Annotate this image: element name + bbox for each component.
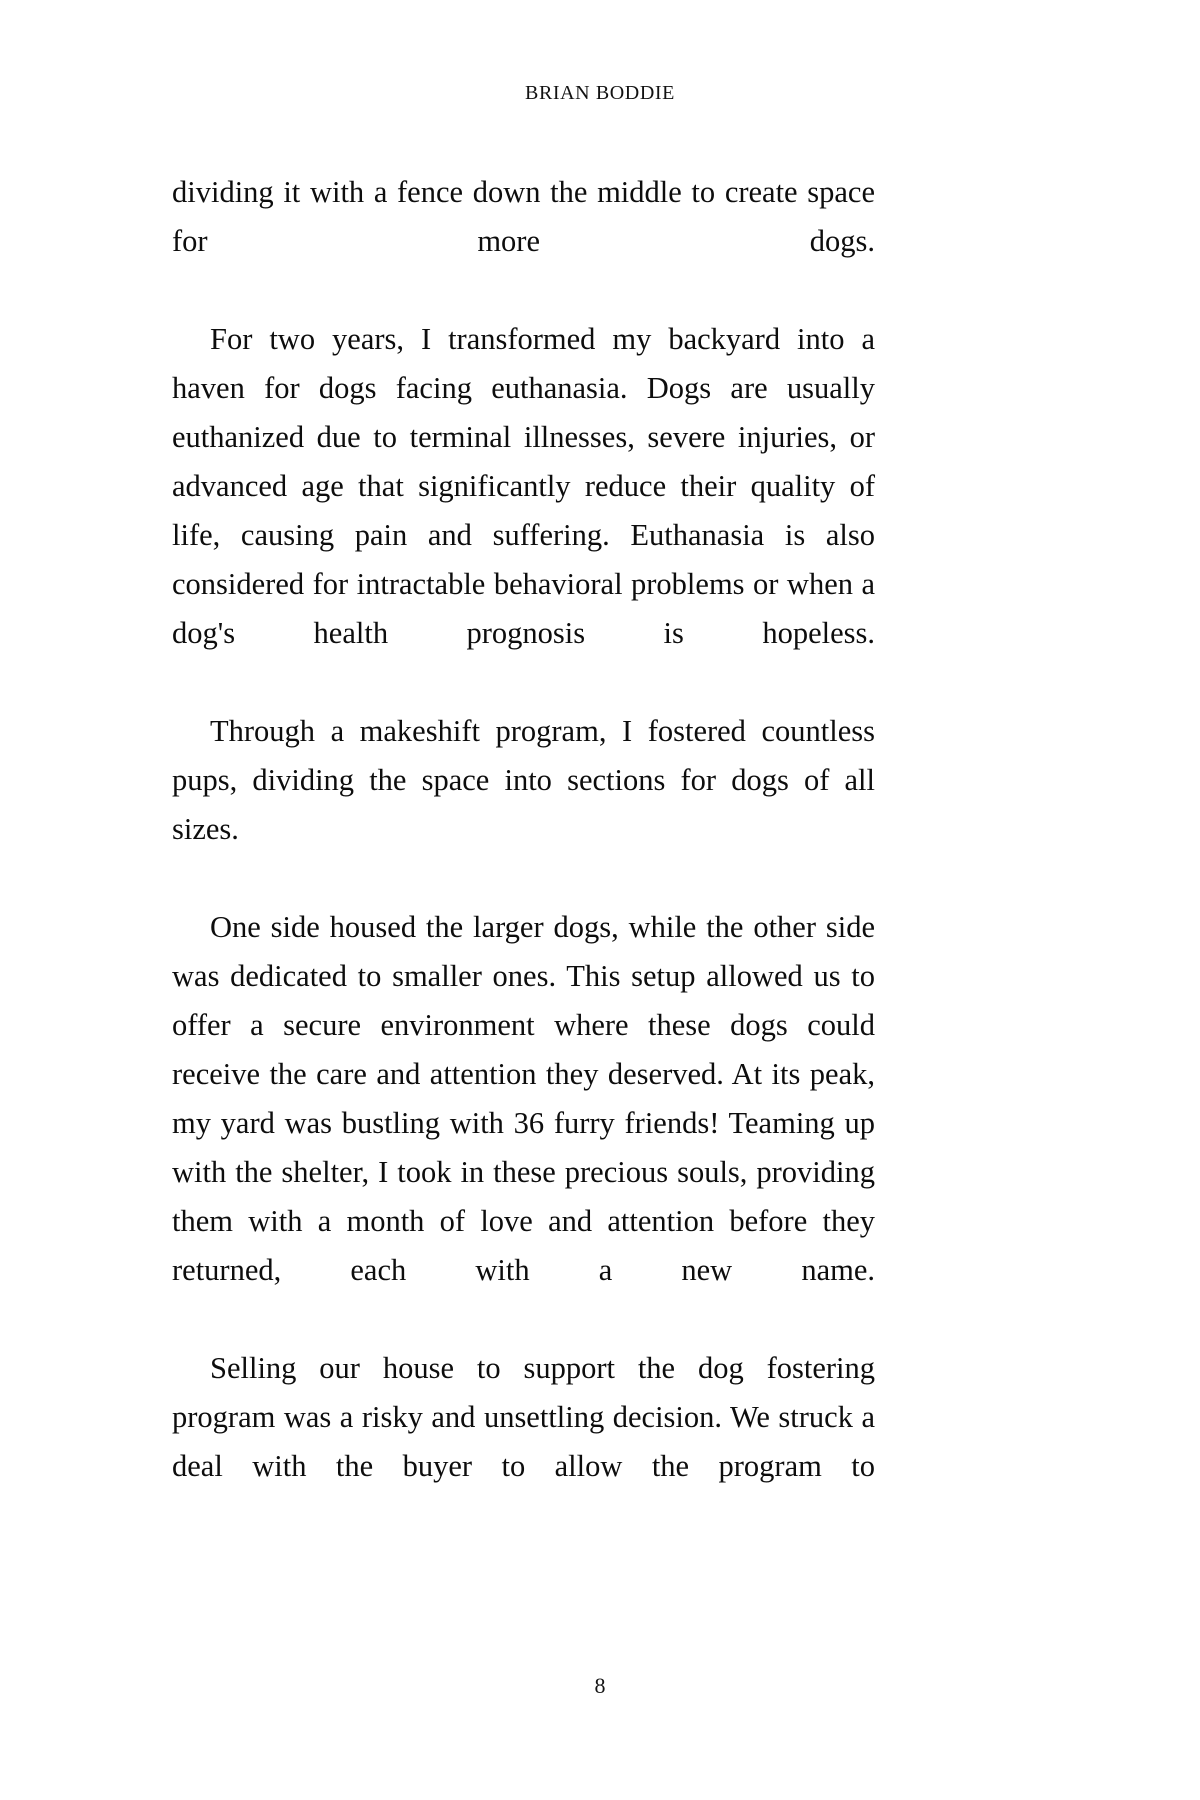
running-head: BRIAN BODDIE xyxy=(525,82,675,104)
paragraph-two-years: For two years, I transformed my backyard into a haven for dogs facing euthanasia. Dogs are usually euthanized due to terminal illnesses, severe injuries, or advanced age that significantly reduce their quality of life, causing pain and suffering. Euthanasia is also considered for intractable behavioral problems or when a dog's health prognosis is hopeless. xyxy=(172,322,875,650)
paragraph-continued: dividing it with a fence down the middle to create space for more dogs. xyxy=(172,175,875,258)
body-text-column xyxy=(172,168,875,1540)
paragraph-makeshift-program: Through a makeshift program, I fostered countless pups, dividing the space into sections for dogs of all sizes. xyxy=(172,714,875,846)
paragraph-one-side: One side housed the larger dogs, while the other side was dedicated to smaller ones. This setup allowed us to offer a secure environment where these dogs could receive the care and attention they deserved. At its peak, my yard was bustling with 36 furry friends! Teaming up with the shelter, I took in these precious souls, providing them with a month of love and attention before they returned, each with a new name. xyxy=(172,910,875,1287)
paragraph-selling-house: Selling our house to support the dog fostering program was a risky and unsettling decision. We struck a deal with the buyer to allow the program to xyxy=(172,1351,875,1483)
page-number: 8 xyxy=(594,1673,606,1698)
